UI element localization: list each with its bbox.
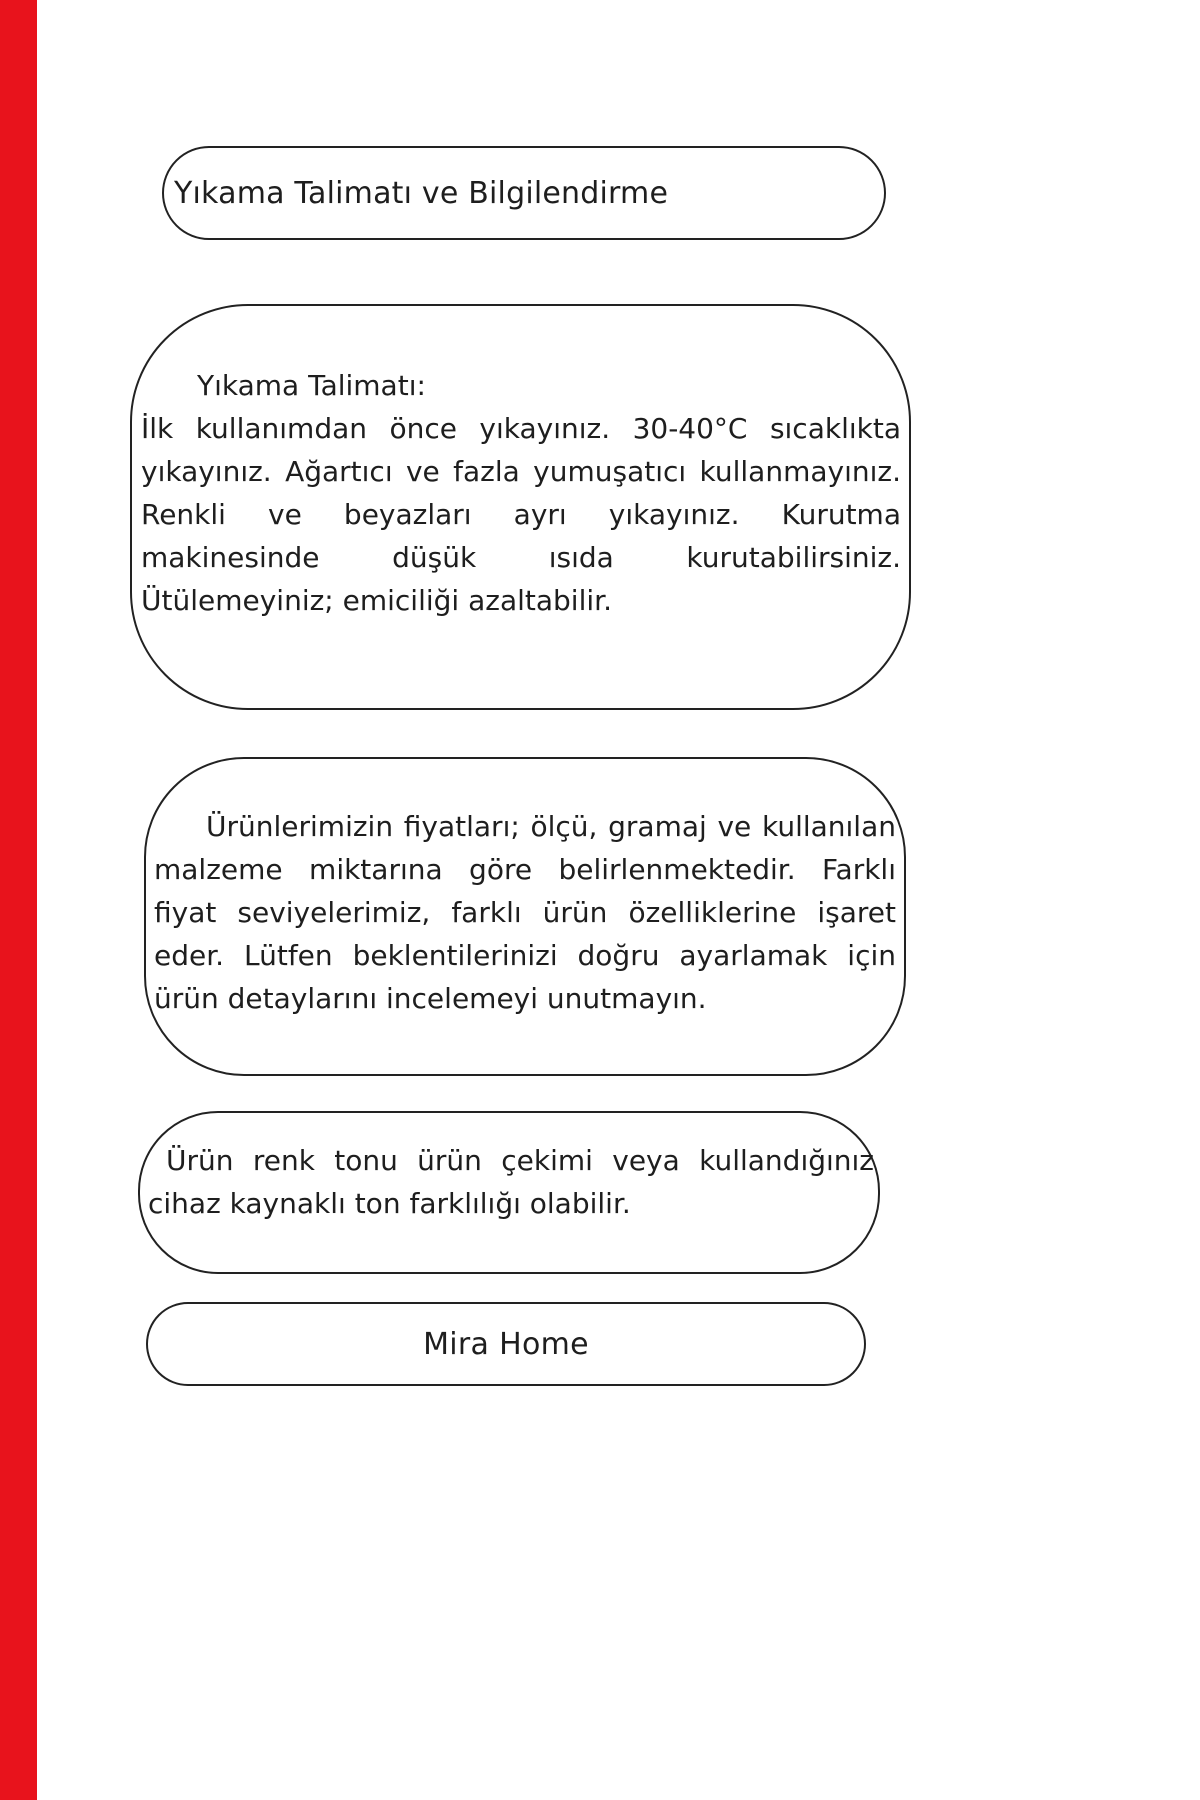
brand-name: Mira Home: [423, 1326, 589, 1362]
color-tone-note-body: Ürün renk tonu ürün çekimi veya kullandığınız cihaz kaynaklı ton farklılığı olabilir.: [148, 1144, 874, 1220]
page-title-box: [162, 146, 886, 240]
page-title: Yıkama Talimatı ve Bilgilendirme: [174, 175, 669, 211]
care-instructions-heading: Yıkama Talimatı:: [197, 369, 426, 402]
color-tone-note-box: [138, 1111, 880, 1274]
care-instructions-body: İlk kullanımdan önce yıkayınız. 30-40°C sıcaklıkta yıkayınız. Ağartıcı ve fazla yumuşatıcı kullanmayınız. Renkli ve beyazları ayrı yıkayınız. Kurutma makinesinde düşük ısıda kurutabilirsiniz. Ütülemeyiniz; emiciliği azaltabilir.: [141, 412, 901, 617]
pricing-info-box: [144, 757, 906, 1076]
pricing-info-body: Ürünlerimizin fiyatları; ölçü, gramaj ve kullanılan malzeme miktarına göre belirlenmektedir. Farklı fiyat seviyelerimiz, farklı ürün özelliklerine işaret eder. Lütfen beklentilerinizi doğru ayarlamak için ürün detaylarını incelemeyi unutmayın.: [154, 810, 896, 1015]
brand-box: [146, 1302, 866, 1386]
red-accent-bar: [0, 0, 37, 1800]
care-instructions-box: [130, 304, 911, 710]
